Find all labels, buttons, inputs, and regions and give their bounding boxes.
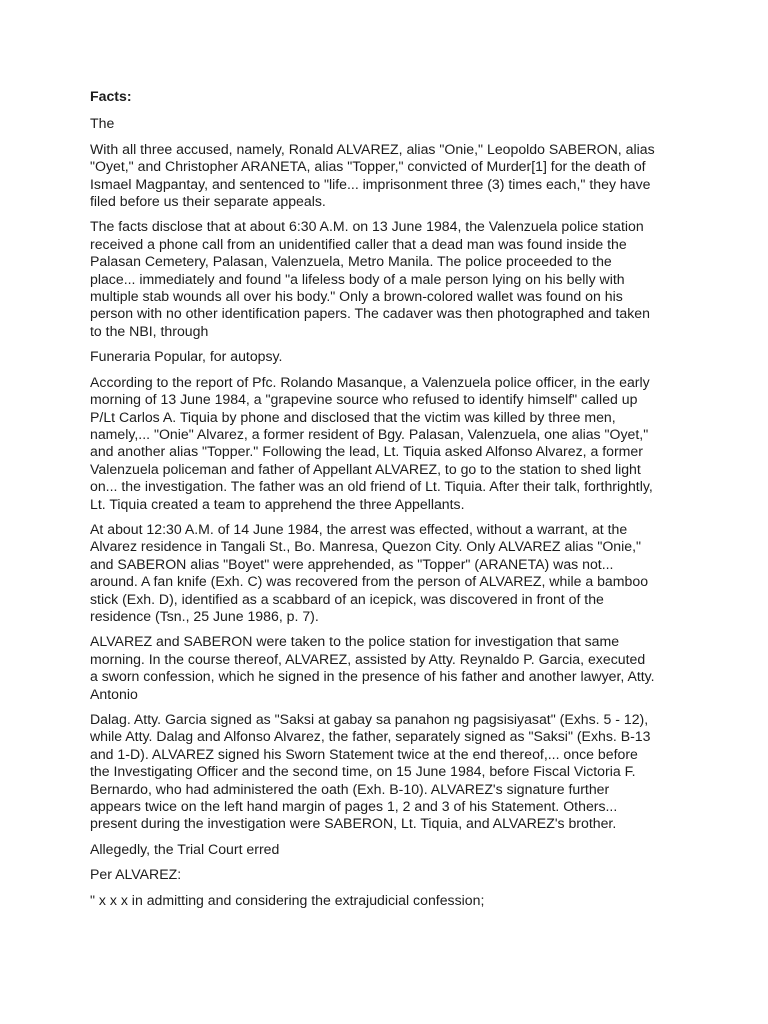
text-line: to the NBI, through (90, 322, 209, 339)
text-line: Alvarez residence in Tangali St., Bo. Manresa, Quezon City. Only ALVAREZ alias "Onie," (90, 538, 642, 555)
text-line: Ismael Magpantay, and sentenced to "life... imprisonment three (3) times each," they have (90, 175, 651, 192)
paragraph (90, 115, 690, 132)
paragraph (90, 633, 690, 703)
paragraph (90, 521, 690, 625)
text-line: Dalag. Atty. Garcia signed as "Saksi at gabay sa panahon ng pagsisiyasat" (Exhs. 5 - 12), (90, 711, 649, 727)
text-line: According to the report of Pfc. Rolando Masanque, a Valenzuela police officer, in the early (90, 373, 650, 390)
text-line: place... immediately and found "a lifeless body of a male person lying on his belly with (90, 270, 625, 287)
text-line: ALVAREZ and SABERON were taken to the police station for investigation that same (90, 633, 620, 650)
section-heading: Facts: (90, 88, 132, 104)
text-line: filed before us their separate appeals. (90, 193, 326, 210)
paragraph (90, 711, 690, 833)
text-line: and another alias "Topper." Following the lead, Lt. Tiquia asked Alfonso Alvarez, a former (90, 443, 643, 460)
text-line: appears twice on the left hand margin of pages 1, 2 and 3 of his Statement. Others... (90, 798, 618, 815)
text-line: "Oyet," and Christopher ARANETA, alias "Topper," convicted of Murder[1] for the death of (90, 158, 646, 175)
text-line: the Investigating Officer and the second time, on 15 June 1984, before Fiscal Victoria F. (90, 763, 636, 780)
document-page (90, 88, 690, 917)
text-line: a sworn confession, which he signed in the presence of his father and another lawyer, Atty. (90, 668, 655, 685)
text-line: Valenzuela policeman and father of Appellant ALVAREZ, to go to the station to shed light (90, 460, 641, 477)
text-line: and SABERON alias "Boyet" were apprehended, as "Topper" (ARANETA) was not... (90, 555, 614, 572)
text-line: Palasan Cemetery, Palasan, Valenzuela, Metro Manila. The police proceeded to the (90, 253, 612, 270)
text-line: multiple stab wounds all over his body." Only a brown-colored wallet was found on his (90, 288, 623, 305)
text-line: present during the investigation were SABERON, Lt. Tiquia, and ALVAREZ's brother. (90, 815, 617, 832)
text-line: Funeraria Popular, for autopsy. (90, 348, 283, 365)
text-line: The (90, 115, 115, 132)
text-line: " x x x in admitting and considering the extrajudicial confession; (90, 891, 485, 908)
paragraph (90, 348, 690, 365)
text-line: residence (Tsn., 25 June 1986, p. 7). (90, 607, 319, 624)
document-body (90, 115, 690, 909)
paragraph (90, 892, 690, 909)
text-line: Antonio (90, 685, 138, 702)
paragraph (90, 218, 690, 340)
text-line: Lt. Tiquia created a team to apprehend the three Appellants. (90, 495, 465, 512)
text-line: With all three accused, namely, Ronald ALVAREZ, alias "Onie," Leopoldo SABERON, alias (90, 140, 655, 157)
text-line: Per ALVAREZ: (90, 866, 182, 883)
paragraph (90, 374, 690, 513)
text-line: on... the investigation. The father was an old friend of Lt. Tiquia. After their talk, forthrightly, (90, 478, 653, 495)
text-line: morning of 13 June 1984, a "grapevine source who refused to identify himself" called up (90, 391, 638, 408)
paragraph (90, 866, 690, 883)
text-line: morning. In the course thereof, ALVAREZ, assisted by Atty. Reynaldo P. Garcia, executed (90, 650, 646, 667)
text-line: received a phone call from an unidentified caller that a dead man was found inside the (90, 235, 627, 252)
text-line: while Atty. Dalag and Alfonso Alvarez, the father, separately signed as "Saksi" (Exhs. B-13 (90, 728, 651, 745)
text-line: P/Lt Carlos A. Tiquia by phone and disclosed that the victim was killed by three men, (90, 408, 616, 425)
text-line: stick (Exh. D), identified as a scabbard of an icepick, was discovered in front of the (90, 590, 604, 607)
text-line: The facts disclose that at about 6:30 A.M. on 13 June 1984, the Valenzuela police station (90, 218, 644, 235)
paragraph (90, 841, 690, 858)
text-line: Allegedly, the Trial Court erred (90, 840, 280, 857)
text-line: namely,... "Onie" Alvarez, a former resident of Bgy. Palasan, Valenzuela, one alias "Oyet," (90, 425, 649, 442)
text-line: and 1-D). ALVAREZ signed his Sworn Statement twice at the end thereof,... once before (90, 745, 638, 762)
text-line: At about 12:30 A.M. of 14 June 1984, the arrest was effected, without a warrant, at the (90, 520, 628, 537)
paragraph (90, 141, 690, 211)
text-line: person with no other identification papers. The cadaver was then photographed and taken (90, 305, 650, 322)
text-line: around. A fan knife (Exh. C) was recovered from the person of ALVAREZ, while a bamboo (90, 573, 649, 590)
text-line: Bernardo, who had administered the oath (Exh. B-10). ALVAREZ's signature further (90, 780, 610, 797)
